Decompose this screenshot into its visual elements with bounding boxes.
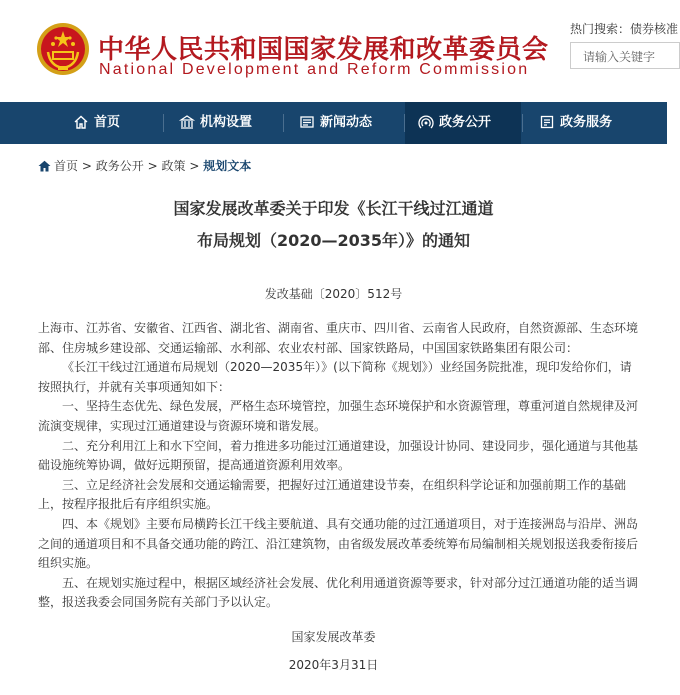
- signature: 国家发展改革委: [291, 630, 376, 644]
- nav-item-services[interactable]: [540, 102, 612, 144]
- nav-label: 政务服务: [560, 115, 613, 130]
- document-body: [38, 319, 639, 613]
- breadcrumb-current[interactable]: 规划文本: [203, 159, 252, 173]
- nav-divider: [522, 114, 523, 132]
- breadcrumb-separator: >: [189, 159, 200, 173]
- document-number: 发改基础〔2020〕512号: [264, 287, 403, 301]
- hot-search-text[interactable]: 热门搜索：债券核准: [570, 22, 679, 36]
- nav-divider: [283, 114, 284, 132]
- nav-label: 首页: [94, 115, 121, 130]
- breadcrumb-government-affairs[interactable]: 政务公开: [95, 159, 144, 173]
- paragraph: 二、充分利用江上和水下空间，着力推进多功能过江通道建设，加强设计协同、建设同步，强化通道与其他基础设施统筹协调，做好远期预留，提高通道资源利用效率。: [38, 438, 639, 473]
- nav-label: 新闻动态: [320, 115, 373, 130]
- site-title-cn: 中华人民共和国国家发展和改革委员会: [98, 35, 549, 65]
- nav-item-news[interactable]: [300, 102, 372, 144]
- national-emblem-icon[interactable]: [36, 22, 90, 76]
- paragraph: 四、本《规划》主要布局横跨长江干线主要航道、具有交通功能的过江通道项目，对于连接洲岛与沿岸、洲岛之间的通道项目和不具备交通功能的跨江、沿江建筑物，由省级发展改革委统筹布局编制相关规划报送我委衔接后组织实施。: [38, 516, 639, 571]
- breadcrumb-separator: >: [81, 159, 92, 173]
- breadcrumb-separator: >: [147, 159, 158, 173]
- paragraph: 一、坚持生态优先、绿色发展，严格生态环境管控，加强生态环境保护和水资源管理，尊重河道自然规律及河流演变规律，实现过江通道建设与资源环境和谐发展。: [38, 399, 639, 433]
- nav-label: 政务公开: [439, 115, 492, 130]
- nav-item-organization[interactable]: [180, 102, 252, 144]
- nav-item-home[interactable]: [74, 102, 120, 144]
- broadcast-icon: [419, 115, 433, 129]
- home-icon: [74, 115, 88, 129]
- paragraph: 五、在规划实施过程中，根据区域经济社会发展、优化利用通道资源等要求，针对部分过江通道功能的适当调整，报送我委会同国务院有关部门予以认定。: [38, 575, 639, 610]
- paragraph: 《长江干线过江通道布局规划（2020—2035年）》(以下简称《规划》）业经国务院批准，现印发给你们，请按照执行，并就有关事项通知如下：: [38, 360, 632, 394]
- document-date: 2020年3月31日: [288, 658, 379, 672]
- nav-item-government-affairs[interactable]: [405, 102, 521, 144]
- site-title-en: National Development and Reform Commission: [99, 61, 530, 78]
- building-icon: [180, 115, 194, 129]
- document-title-line1: 国家发展改革委关于印发《长江干线过江通道: [173, 199, 494, 218]
- paragraph: 三、立足经济社会发展和交通运输需要，把握好过江通道建设节奏，在组织科学论证和加强前期工作的基础上，按程序报批后有序组织实施。: [38, 477, 627, 512]
- nav-label: 机构设置: [200, 115, 253, 130]
- breadcrumb: [38, 157, 251, 174]
- site-header: [0, 0, 679, 102]
- service-icon: [540, 115, 554, 129]
- recipients: 上海市、江苏省、安徽省、江西省、湖北省、湖南省、重庆市、四川省、云南省人民政府，自然资源部、生态环境部、住房城乡建设部、交通运输部、水利部、农业农村部、国家铁路局，中国国家铁路集团有限公司：: [38, 321, 639, 355]
- breadcrumb-policy[interactable]: 政策: [161, 159, 186, 173]
- breadcrumb-home[interactable]: 首页: [54, 159, 79, 173]
- search-input[interactable]: 请输入关键字: [570, 42, 680, 69]
- home-icon: [38, 160, 51, 172]
- news-icon: [300, 115, 314, 129]
- main-nav: [0, 102, 667, 144]
- nav-divider: [163, 114, 164, 132]
- document-title-line2: 布局规划（2020—2035年）》的通知: [196, 231, 471, 250]
